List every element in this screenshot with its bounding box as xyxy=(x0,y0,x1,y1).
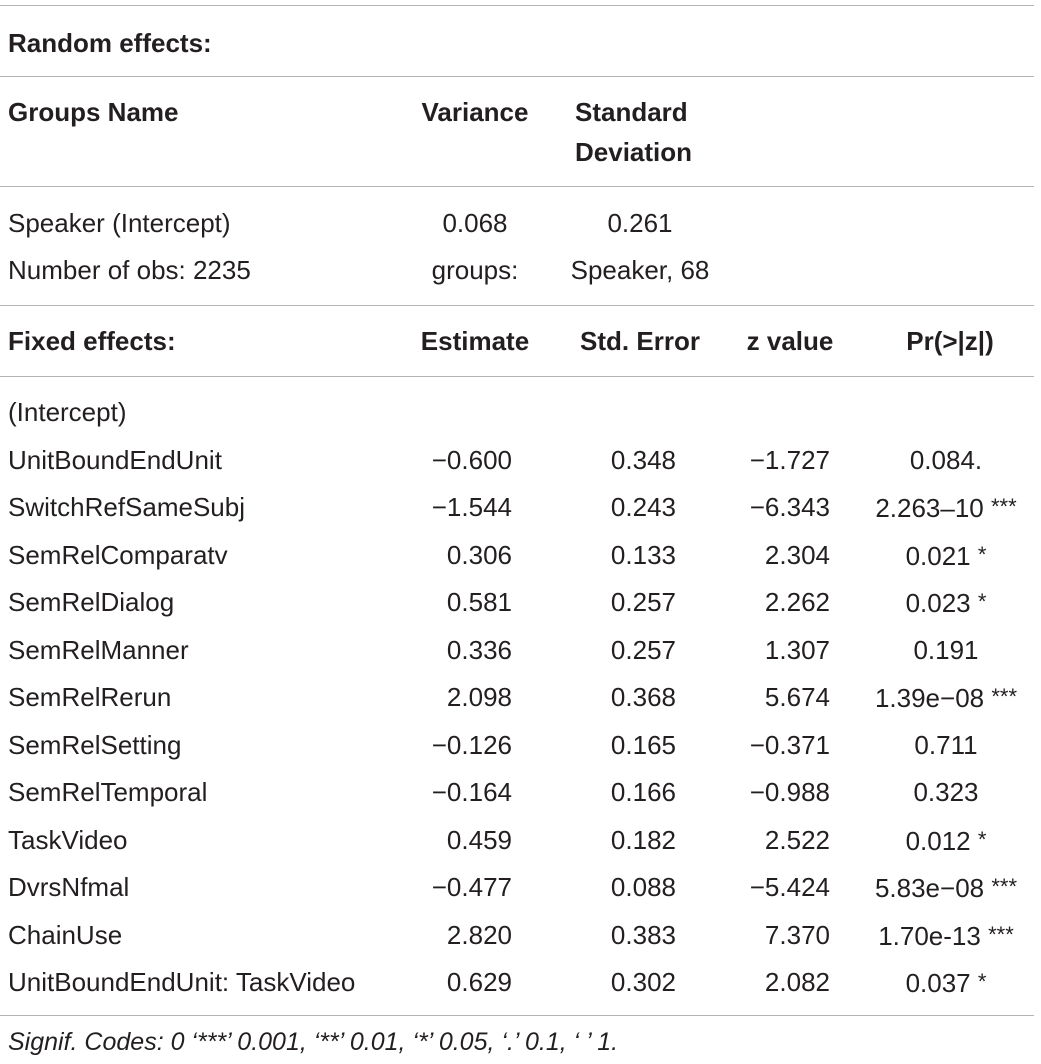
fixed-row-name: SemRelComparatv xyxy=(8,540,228,570)
estimate-header: Estimate xyxy=(420,326,530,356)
fixed-row-estimate: 2.820 xyxy=(446,920,512,950)
fixed-row-significance: *** xyxy=(991,494,1017,519)
fixed-row-estimate: 2.098 xyxy=(446,682,512,712)
fixed-row-std-error: 0.133 xyxy=(610,540,676,570)
fixed-row-z-value: 1.307 xyxy=(764,635,830,665)
fixed-row-p-value: 0.711 xyxy=(914,730,978,760)
fixed-row-name: UnitBoundEndUnit xyxy=(8,445,222,475)
rule-fixed-header xyxy=(0,305,1034,306)
fixed-row-z-value: 2.304 xyxy=(764,540,830,570)
fixed-row-significance: * xyxy=(977,589,987,614)
random-row-sd: Speaker, 68 xyxy=(570,255,710,285)
fixed-row-std-error: 0.348 xyxy=(610,445,676,475)
fixed-row-std-error: 0.257 xyxy=(610,587,676,617)
rule-fixed-body xyxy=(0,376,1034,377)
rule-random-header xyxy=(0,76,1034,77)
fixed-row-name: SemRelRerun xyxy=(8,682,172,712)
random-row-name: Speaker (Intercept) xyxy=(8,208,231,238)
random-row-variance: groups: xyxy=(431,255,519,285)
fixed-row-p-cell xyxy=(860,445,1032,475)
fixed-row-z-value: −0.371 xyxy=(749,730,830,760)
fixed-row-z-value: −5.424 xyxy=(749,872,830,902)
fixed-row-std-error: 0.383 xyxy=(610,920,676,950)
fixed-row-significance: *** xyxy=(991,684,1018,709)
fixed-row-std-error: 0.088 xyxy=(610,872,676,902)
fixed-row-z-value: 2.522 xyxy=(764,825,830,855)
fixed-row-std-error: 0.243 xyxy=(610,492,676,522)
fixed-row-std-error: 0.257 xyxy=(610,635,676,665)
significance-footnote: Signif. Codes: 0 ‘***’ 0.001, ‘**’ 0.01, ‘*’ 0.05, ‘.’ 0.1, ‘ ’ 1. xyxy=(8,1028,619,1056)
fixed-row-name: SemRelManner xyxy=(8,635,189,665)
fixed-row-z-value: −1.727 xyxy=(749,445,830,475)
fixed-row-name: ChainUse xyxy=(8,920,123,950)
fixed-row-p-value: 5.83e−08 xyxy=(874,873,985,903)
fixed-row-p-cell xyxy=(860,872,1032,903)
fixed-row-p-cell xyxy=(860,825,1032,856)
fixed-row-p-value: 0.021 xyxy=(905,541,971,571)
fixed-row-estimate: 0.629 xyxy=(446,967,512,997)
fixed-row-significance: *** xyxy=(988,922,1014,947)
fixed-row-name: SwitchRefSameSubj xyxy=(8,492,245,522)
fixed-row-name: UnitBoundEndUnit: TaskVideo xyxy=(8,967,356,997)
fixed-row-significance: * xyxy=(977,969,987,994)
fixed-row-p-cell xyxy=(860,635,1032,665)
fixed-row-p-cell xyxy=(860,540,1032,571)
fixed-row-name: DvrsNfmal xyxy=(8,872,130,902)
fixed-row-std-error: 0.182 xyxy=(610,825,676,855)
fixed-row-std-error: 0.302 xyxy=(610,967,676,997)
std-error-header: Std. Error xyxy=(580,326,700,356)
fixed-row-p-cell xyxy=(860,730,1032,760)
fixed-row-estimate: −0.126 xyxy=(431,730,512,760)
fixed-row-name: SemRelSetting xyxy=(8,730,182,760)
fixed-effects-header: Fixed effects: xyxy=(8,326,176,356)
fixed-row-p-cell xyxy=(860,587,1032,618)
fixed-row-estimate: 0.306 xyxy=(446,540,512,570)
p-value-header: Pr(>|z|) xyxy=(906,326,994,356)
fixed-row-significance: * xyxy=(977,542,987,567)
rule-bottom xyxy=(0,1015,1034,1016)
fixed-row-estimate: 0.459 xyxy=(446,825,512,855)
fixed-row-p-value: 2.263–10 xyxy=(875,493,984,523)
fixed-row-name: (Intercept) xyxy=(8,397,127,427)
z-value-header: z value xyxy=(746,326,834,356)
fixed-row-p-value: 1.70e-13 xyxy=(878,921,981,951)
fixed-row-significance: *** xyxy=(991,874,1018,899)
fixed-row-name: TaskVideo xyxy=(8,825,128,855)
random-row-sd: 0.261 xyxy=(607,208,673,238)
fixed-row-p-value: 0.037 xyxy=(905,968,971,998)
fixed-row-estimate: −1.544 xyxy=(431,492,512,522)
fixed-row-significance: * xyxy=(977,827,987,852)
variance-header: Variance xyxy=(421,97,529,127)
groups-name-header: Groups Name xyxy=(8,97,179,127)
fixed-row-estimate: −0.600 xyxy=(431,445,512,475)
fixed-row-z-value: −0.988 xyxy=(749,777,830,807)
random-effects-title: Random effects: xyxy=(8,28,212,58)
rule-random-body xyxy=(0,186,1034,187)
fixed-row-p-value: 0.191 xyxy=(913,635,979,665)
fixed-row-p-value: 0.023 xyxy=(905,588,971,618)
fixed-row-name: SemRelDialog xyxy=(8,587,175,617)
rule-top xyxy=(0,5,1034,6)
fixed-row-p-cell xyxy=(860,920,1032,951)
fixed-row-z-value: 7.370 xyxy=(764,920,830,950)
fixed-row-p-cell xyxy=(860,492,1032,523)
fixed-row-p-value: 0.012 xyxy=(905,826,971,856)
fixed-row-std-error: 0.368 xyxy=(610,682,676,712)
fixed-row-std-error: 0.165 xyxy=(610,730,676,760)
fixed-row-name: SemRelTemporal xyxy=(8,777,208,807)
fixed-row-estimate: 0.581 xyxy=(446,587,512,617)
fixed-row-p-value: 0.323 xyxy=(913,777,979,807)
fixed-row-z-value: 2.082 xyxy=(764,967,830,997)
fixed-row-estimate: 0.336 xyxy=(446,635,512,665)
fixed-row-p-value: 1.39e−08 xyxy=(874,683,985,713)
fixed-row-z-value: 5.674 xyxy=(764,682,830,712)
fixed-row-estimate: −0.477 xyxy=(431,872,512,902)
fixed-row-p-cell xyxy=(860,682,1032,713)
fixed-row-z-value: −6.343 xyxy=(749,492,830,522)
sd-header-line2: Deviation xyxy=(575,137,693,167)
random-row-name: Number of obs: 2235 xyxy=(8,255,251,285)
fixed-row-std-error: 0.166 xyxy=(610,777,676,807)
fixed-row-p-cell xyxy=(860,967,1032,998)
fixed-row-estimate: −0.164 xyxy=(431,777,512,807)
fixed-row-z-value: 2.262 xyxy=(764,587,830,617)
fixed-row-p-value: 0.084. xyxy=(909,445,983,475)
random-row-variance: 0.068 xyxy=(442,208,508,238)
fixed-row-p-cell xyxy=(860,777,1032,807)
sd-header-line1: Standard xyxy=(575,97,688,127)
